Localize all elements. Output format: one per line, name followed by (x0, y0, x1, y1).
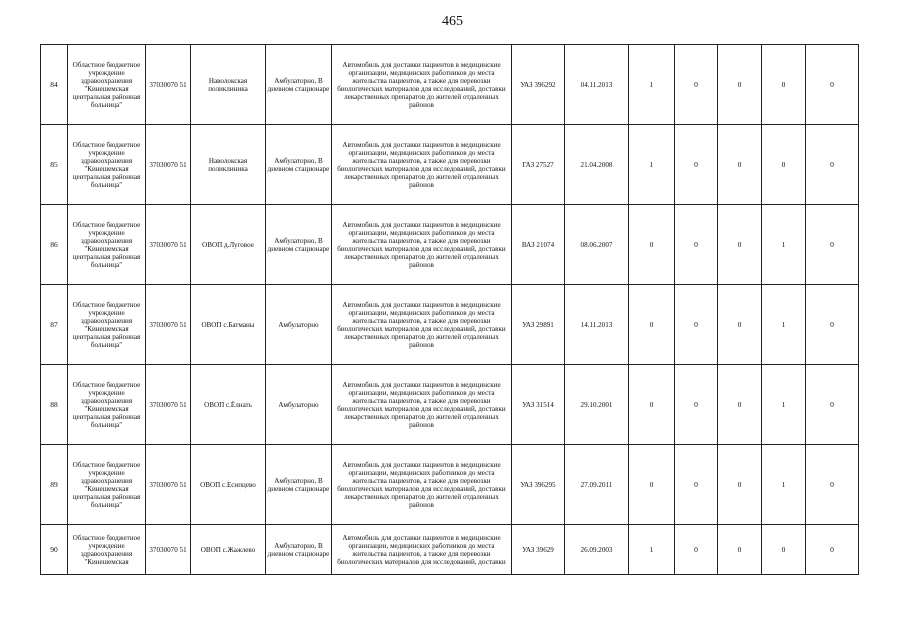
subdivision-name: ОВОП с.Жажлево (200, 545, 256, 554)
indicator-1-cell (629, 525, 675, 575)
indicator-3: 0 (737, 160, 742, 169)
indicator-4-cell (762, 125, 806, 205)
indicator-3: 0 (737, 400, 742, 409)
row-number-cell (41, 285, 68, 365)
organization-name-cell (68, 525, 146, 575)
indicator-5-cell (806, 445, 859, 525)
indicator-3-cell (718, 45, 762, 125)
indicator-3: 0 (737, 480, 742, 489)
indicator-2: 0 (694, 80, 698, 89)
organization-code-cell (146, 445, 191, 525)
indicator-5-cell (806, 285, 859, 365)
vehicle-purpose-cell (332, 365, 512, 445)
acquisition-date-cell (565, 525, 629, 575)
organization-code-cell (146, 525, 191, 575)
indicator-2: 0 (694, 545, 698, 554)
organization-name: Областное бюджетное учреждение здравоохранения "Кинешемская центральная районная больница" (72, 220, 141, 269)
organization-code: 37030070 51 (149, 160, 187, 169)
organization-name: Областное бюджетное учреждение здравоохранения "Кинешемская (72, 533, 141, 566)
vehicle-model: УАЗ 396295 (520, 480, 556, 489)
indicator-1-cell (629, 285, 675, 365)
organization-name-cell (68, 125, 146, 205)
vehicle-model-cell (512, 205, 565, 285)
indicator-1: 1 (649, 160, 654, 169)
table-row (41, 285, 859, 365)
care-type: Амбулаторно, В дневном стационаре (267, 156, 330, 173)
indicator-3-cell (718, 285, 762, 365)
vehicle-model: УАЗ 396292 (520, 80, 556, 89)
vehicle-model-cell (512, 365, 565, 445)
indicator-4: 1 (781, 240, 786, 249)
care-type-cell (266, 525, 332, 575)
subdivision-name-cell (191, 45, 266, 125)
indicator-1-cell (629, 205, 675, 285)
organization-name-cell (68, 365, 146, 445)
acquisition-date: 08.06.2007 (580, 240, 613, 249)
care-type: Амбулаторно (278, 320, 319, 329)
vehicle-purpose-cell (332, 445, 512, 525)
indicator-2: 0 (694, 400, 698, 409)
indicator-5-cell (806, 525, 859, 575)
organization-name: Областное бюджетное учреждение здравоохранения "Кинешемская центральная районная больница" (72, 380, 141, 429)
acquisition-date: 21.04.2008 (580, 160, 613, 169)
organization-code-cell (146, 205, 191, 285)
acquisition-date: 04.11.2013 (580, 80, 613, 89)
row-number: 85 (50, 160, 58, 169)
care-type-cell (266, 125, 332, 205)
indicator-5: 0 (830, 80, 834, 89)
indicator-2-cell (675, 125, 718, 205)
subdivision-name: ОВОП с.Батманы (201, 320, 255, 329)
table-row (41, 525, 859, 575)
subdivision-name: ОВОП с.Есипцево (200, 480, 256, 489)
indicator-4-cell (762, 445, 806, 525)
subdivision-name: ОВОП с.Ёлнать (204, 400, 252, 409)
table-row (41, 45, 859, 125)
indicator-5-cell (806, 365, 859, 445)
acquisition-date: 26.09.2003 (580, 545, 613, 554)
indicator-3: 0 (737, 545, 742, 554)
acquisition-date-cell (565, 285, 629, 365)
subdivision-name-cell (191, 125, 266, 205)
subdivision-name-cell (191, 365, 266, 445)
row-number: 86 (50, 240, 58, 249)
indicator-5: 0 (830, 545, 834, 554)
vehicle-model: УАЗ 31514 (522, 400, 554, 409)
subdivision-name: ОВОП д.Луговое (202, 240, 254, 249)
vehicle-model-cell (512, 285, 565, 365)
indicator-4: 1 (781, 320, 786, 329)
indicator-1-cell (629, 445, 675, 525)
row-number: 87 (50, 320, 58, 329)
acquisition-date: 29.10.2001 (580, 400, 613, 409)
indicator-3-cell (718, 125, 762, 205)
care-type: Амбулаторно (278, 400, 319, 409)
organization-code: 37030070 51 (149, 480, 187, 489)
indicator-4: 0 (781, 545, 786, 554)
organization-code: 37030070 51 (149, 80, 187, 89)
organization-code-cell (146, 285, 191, 365)
indicator-1-cell (629, 365, 675, 445)
vehicle-model-cell (512, 45, 565, 125)
row-number: 88 (50, 400, 58, 409)
indicator-2-cell (675, 525, 718, 575)
care-type-cell (266, 45, 332, 125)
row-number: 84 (50, 80, 58, 89)
row-number-cell (41, 45, 68, 125)
row-number-cell (41, 205, 68, 285)
indicator-4-cell (762, 525, 806, 575)
indicator-2: 0 (694, 480, 698, 489)
vehicle-purpose: Автомобиль для доставки пациентов в медицинские организации, медицинских работников до места жительства пациентов, а также для перевозки биологических материалов для исследований, доставки лекарственных препаратов до жителей отдаленных районов (337, 220, 506, 269)
vehicle-model: УАЗ 29891 (522, 320, 554, 329)
indicator-5-cell (806, 125, 859, 205)
subdivision-name: Наволокская поликлиника (208, 156, 248, 173)
indicator-4: 0 (781, 160, 786, 169)
indicator-3-cell (718, 525, 762, 575)
vehicle-model: ГАЗ 27527 (522, 160, 554, 169)
indicator-1: 0 (649, 400, 654, 409)
organization-name: Областное бюджетное учреждение здравоохранения "Кинешемская центральная районная больница" (72, 460, 141, 509)
organization-code-cell (146, 125, 191, 205)
subdivision-name-cell (191, 285, 266, 365)
care-type: Амбулаторно, В дневном стационаре (267, 76, 330, 93)
indicator-2-cell (675, 445, 718, 525)
indicator-1-cell (629, 125, 675, 205)
vehicle-model-cell (512, 525, 565, 575)
subdivision-name-cell (191, 205, 266, 285)
table-row (41, 365, 859, 445)
indicator-3: 0 (737, 80, 742, 89)
indicator-4-cell (762, 285, 806, 365)
indicator-1: 1 (649, 80, 654, 89)
indicator-1-cell (629, 45, 675, 125)
row-number: 90 (50, 545, 58, 554)
indicator-5: 0 (830, 160, 834, 169)
organization-code: 37030070 51 (149, 545, 187, 554)
vehicle-model: ВАЗ 21074 (521, 240, 555, 249)
indicator-5: 0 (830, 400, 834, 409)
organization-code: 37030070 51 (149, 240, 187, 249)
organization-code: 37030070 51 (149, 320, 187, 329)
organization-code-cell (146, 365, 191, 445)
organization-code-cell (146, 45, 191, 125)
indicator-3-cell (718, 205, 762, 285)
indicator-2: 0 (694, 320, 698, 329)
indicator-4-cell (762, 45, 806, 125)
indicator-4: 1 (781, 400, 786, 409)
vehicle-purpose: Автомобиль для доставки пациентов в медицинские организации, медицинских работников до места жительства пациентов, а также для перевозки биологических материалов для исследований, доставки (337, 533, 506, 566)
vehicle-purpose-cell (332, 45, 512, 125)
vehicle-purpose-cell (332, 285, 512, 365)
vehicle-purpose: Автомобиль для доставки пациентов в медицинские организации, медицинских работников до места жительства пациентов, а также для перевозки биологических материалов для исследований, доставки лекарственных препаратов до жителей отдаленных районов (337, 460, 506, 509)
indicator-3: 0 (737, 240, 742, 249)
row-number: 89 (50, 480, 58, 489)
organization-name: Областное бюджетное учреждение здравоохранения "Кинешемская центральная районная больница" (72, 140, 141, 189)
organization-name: Областное бюджетное учреждение здравоохранения "Кинешемская центральная районная больница" (72, 300, 141, 349)
row-number-cell (41, 445, 68, 525)
table-row (41, 445, 859, 525)
indicator-1: 1 (649, 545, 654, 554)
subdivision-name-cell (191, 525, 266, 575)
organization-name: Областное бюджетное учреждение здравоохранения "Кинешемская центральная районная больница" (72, 60, 141, 109)
row-number-cell (41, 125, 68, 205)
row-number-cell (41, 365, 68, 445)
vehicle-model-cell (512, 125, 565, 205)
vehicle-model-cell (512, 445, 565, 525)
organization-name-cell (68, 45, 146, 125)
care-type-cell (266, 285, 332, 365)
indicator-2-cell (675, 205, 718, 285)
organization-name-cell (68, 445, 146, 525)
acquisition-date-cell (565, 125, 629, 205)
care-type: Амбулаторно, В дневном стационаре (267, 236, 330, 253)
care-type: Амбулаторно, В дневном стационаре (267, 541, 330, 558)
indicator-5-cell (806, 205, 859, 285)
vehicle-purpose: Автомобиль для доставки пациентов в медицинские организации, медицинских работников до места жительства пациентов, а также для перевозки биологических материалов для исследований, доставки лекарственных препаратов до жителей отдаленных районов (337, 300, 506, 349)
indicator-2: 0 (694, 240, 698, 249)
indicator-4-cell (762, 205, 806, 285)
indicator-4: 1 (781, 480, 786, 489)
vehicle-purpose: Автомобиль для доставки пациентов в медицинские организации, медицинских работников до места жительства пациентов, а также для перевозки биологических материалов для исследований, доставки лекарственных препаратов до жителей отдаленных районов (337, 60, 506, 109)
vehicle-purpose-cell (332, 205, 512, 285)
indicator-4: 0 (781, 80, 786, 89)
indicator-1: 0 (649, 320, 654, 329)
indicator-5-cell (806, 45, 859, 125)
vehicle-purpose-cell (332, 125, 512, 205)
care-type-cell (266, 205, 332, 285)
acquisition-date: 14.11.2013 (580, 320, 613, 329)
vehicle-registry-table (40, 44, 859, 575)
indicator-3-cell (718, 365, 762, 445)
vehicle-purpose: Автомобиль для доставки пациентов в медицинские организации, медицинских работников до места жительства пациентов, а также для перевозки биологических материалов для исследований, доставки лекарственных препаратов до жителей отдаленных районов (337, 140, 506, 189)
indicator-2-cell (675, 285, 718, 365)
care-type-cell (266, 365, 332, 445)
indicator-2: 0 (694, 160, 698, 169)
care-type: Амбулаторно, В дневном стационаре (267, 476, 330, 493)
vehicle-purpose-cell (332, 525, 512, 575)
page-number: 465 (442, 14, 463, 29)
vehicle-model: УАЗ 39629 (522, 545, 554, 554)
vehicle-purpose: Автомобиль для доставки пациентов в медицинские организации, медицинских работников до места жительства пациентов, а также для перевозки биологических материалов для исследований, доставки лекарственных препаратов до жителей отдаленных районов (337, 380, 506, 429)
indicator-5: 0 (830, 480, 834, 489)
subdivision-name: Наволокская поликлиника (208, 76, 248, 93)
row-number-cell (41, 525, 68, 575)
indicator-3: 0 (737, 320, 742, 329)
table-row (41, 125, 859, 205)
acquisition-date-cell (565, 45, 629, 125)
indicator-5: 0 (830, 240, 834, 249)
indicator-2-cell (675, 365, 718, 445)
table-row (41, 205, 859, 285)
organization-name-cell (68, 205, 146, 285)
organization-name-cell (68, 285, 146, 365)
indicator-5: 0 (830, 320, 834, 329)
indicator-2-cell (675, 45, 718, 125)
indicator-1: 0 (649, 480, 654, 489)
indicator-3-cell (718, 445, 762, 525)
organization-code: 37030070 51 (149, 400, 187, 409)
acquisition-date-cell (565, 365, 629, 445)
indicator-1: 0 (649, 240, 654, 249)
care-type-cell (266, 445, 332, 525)
acquisition-date-cell (565, 205, 629, 285)
acquisition-date-cell (565, 445, 629, 525)
acquisition-date: 27.09.2011 (580, 480, 613, 489)
indicator-4-cell (762, 365, 806, 445)
subdivision-name-cell (191, 445, 266, 525)
